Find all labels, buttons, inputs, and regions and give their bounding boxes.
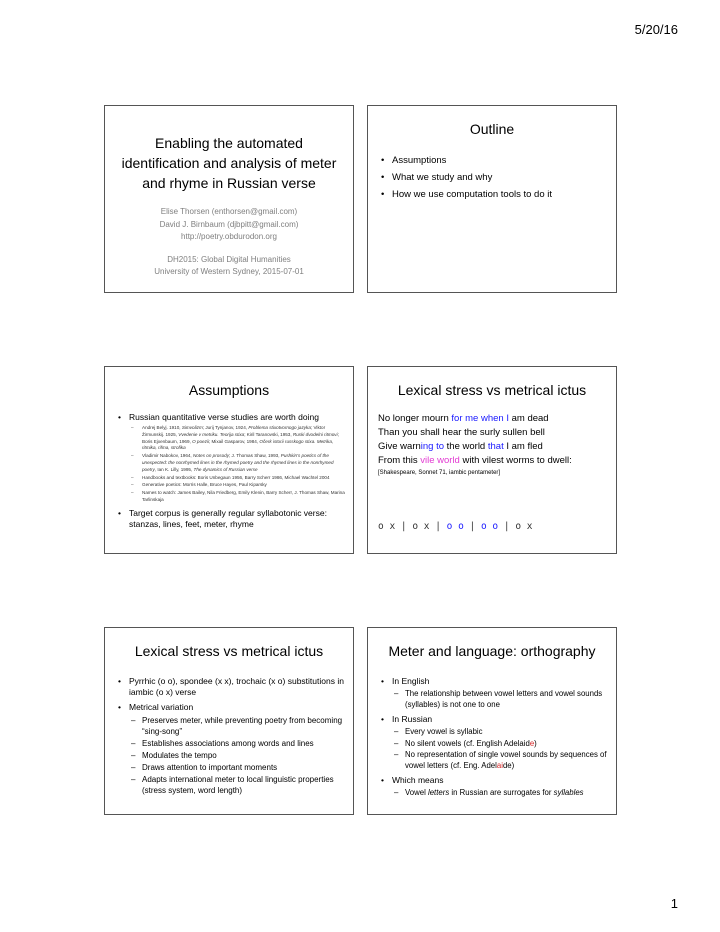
bullet-text: In Russian (392, 714, 433, 724)
slide-heading: Assumptions (188, 382, 270, 398)
bullet-text: In English (392, 676, 430, 686)
bullet-text: Russian quantitative verse studies are worth doing (129, 412, 319, 422)
reference-item: – Generative poetics: Morris Halle, Bruce Hayes, Paul Kiparsky (129, 482, 345, 489)
reference-item: – Vladimir Nabokov, 1964, Notes on prosody; J. Thomas Shaw, 1993, Pushkin's poetics of the unexpected: the nonrhymed lines in the rhymed poetry and the rhymed lines in the nonrhymed poetry, Ian K. Lilly, 1995, The dynamics of Russian verse (129, 453, 345, 473)
orthography-list (380, 676, 610, 803)
slide-lexical-stress-2 (104, 627, 354, 815)
bullet-item (117, 412, 345, 504)
citation: [Shakespeare, Sonnet 71, iambic pentameter] (378, 470, 501, 476)
slide-heading: Lexical stress vs metrical ictus (134, 643, 324, 659)
slide-heading: Meter and language: orthography (388, 643, 596, 659)
reference-list (129, 425, 345, 504)
outline-item: • What we study and why (380, 171, 608, 184)
slide-orthography (367, 627, 617, 815)
presentation-title: Enabling the automated identification and analysis of meter and rhyme in Russian verse (121, 135, 337, 191)
conference-name: DH2015: Global Digital Humanities (167, 254, 291, 264)
sub-item: – Every vowel is syllabic (392, 727, 610, 738)
conference-venue: University of Western Sydney, 2015-07-01 (154, 267, 304, 276)
bullet-text: Which means (392, 775, 444, 785)
sub-item: – Modulates the tempo (129, 750, 345, 761)
sub-item: – Vowel letters in Russian are surrogates for syllables (392, 788, 610, 799)
bullet-item: • Target corpus is generally regular syllabotonic verse: stanzas, lines, feet, meter, rhyme (117, 508, 345, 530)
outline-item: • Assumptions (380, 154, 608, 167)
variation-list (129, 715, 345, 796)
substitution-list (117, 676, 345, 800)
sonnet-excerpt (378, 412, 612, 478)
slide-heading: Outline (469, 121, 515, 137)
english-notes (392, 689, 610, 710)
sub-item: – No silent vowels (cf. English Adelaide) (392, 739, 610, 750)
reference-item: – Handbooks and textbooks: Boris Unbegaun 1956, Barry Scherr 1986, Michael Wachtel 2004 (129, 475, 345, 482)
sub-item: – Establishes associations among words and lines (129, 738, 345, 749)
sub-item: – The relationship between vowel letters and vowel sounds (syllables) is not one to one (392, 689, 610, 710)
page-number: 1 (670, 896, 678, 911)
sub-item: – Draws attention to important moments (129, 762, 345, 773)
author-thorsen: Elise Thorsen (enthorsen@gmail.com) (160, 207, 298, 216)
project-url[interactable]: http://poetry.obdurodon.org (181, 232, 277, 241)
bullet-item (380, 714, 610, 771)
author-birnbaum: David J. Birnbaum (djbpitt@gmail.com) (159, 219, 299, 229)
bullet-item: • Pyrrhic (o o), spondee (x x), trochaic (x o) substitutions in iambic (o x) verse (117, 676, 345, 698)
conclusion-notes (392, 788, 610, 799)
slide-heading: Lexical stress vs metrical ictus (397, 382, 587, 398)
scansion (378, 492, 532, 554)
reference-item: – Andrej Belyj. 1910, Simvolizm; Jurij Tynjanov, 1924, Problema stixotvornogo jazyka; Viktor Žirmunskij. 1925, Vvedenie v metriku. Teorija stixa; Kiril Taranovski, 1953, Ruski dvodelni ritmovi; Boris Ejxenbaum, 1969, O poezii; Mixail Gasparov, 1984, Očerk istorii russkogo stixa. Metrika, ritmika, rifma, strofika (129, 425, 345, 452)
russian-notes (392, 727, 610, 771)
sub-item: – Preserves meter, while preventing poetry from becoming “sing-song” (129, 715, 345, 737)
bullet-text: Metrical variation (129, 702, 194, 712)
assumptions-list (117, 412, 345, 534)
outline-item: • How we use computation tools to do it (380, 188, 608, 201)
verse-line: No longer mourn for me when I am dead (378, 413, 549, 424)
bullet-item (380, 676, 610, 710)
sub-item: – Adapts international meter to local linguistic properties (stress system, word length) (129, 774, 345, 796)
slide-assumptions (104, 366, 354, 554)
verse-line: Than you shall hear the surly sullen bell (378, 427, 545, 438)
page-date: 5/20/16 (634, 22, 678, 37)
reference-item: – Names to watch: James Bailey, Nila Friedberg, Emily Klenin, Barry Scherr, J. Thomas Shaw, Marina Tarlinskaja (129, 490, 345, 504)
bullet-item (117, 702, 345, 796)
sub-item: – No representation of single vowel sounds by sequences of vowel letters (cf. Eng. Adelaide) (392, 750, 610, 771)
bullet-item (380, 775, 610, 799)
outline-list (380, 154, 608, 205)
slide-outline (367, 105, 617, 293)
slide-title (104, 105, 354, 293)
scansion-line: o x | o x | o o | o o | o x (378, 521, 533, 532)
verse-line: From this vile world with vilest worms to dwell: (378, 455, 572, 466)
verse-line: Give warning to the world that I am fled (378, 441, 543, 452)
slide-lexical-stress (367, 366, 617, 554)
